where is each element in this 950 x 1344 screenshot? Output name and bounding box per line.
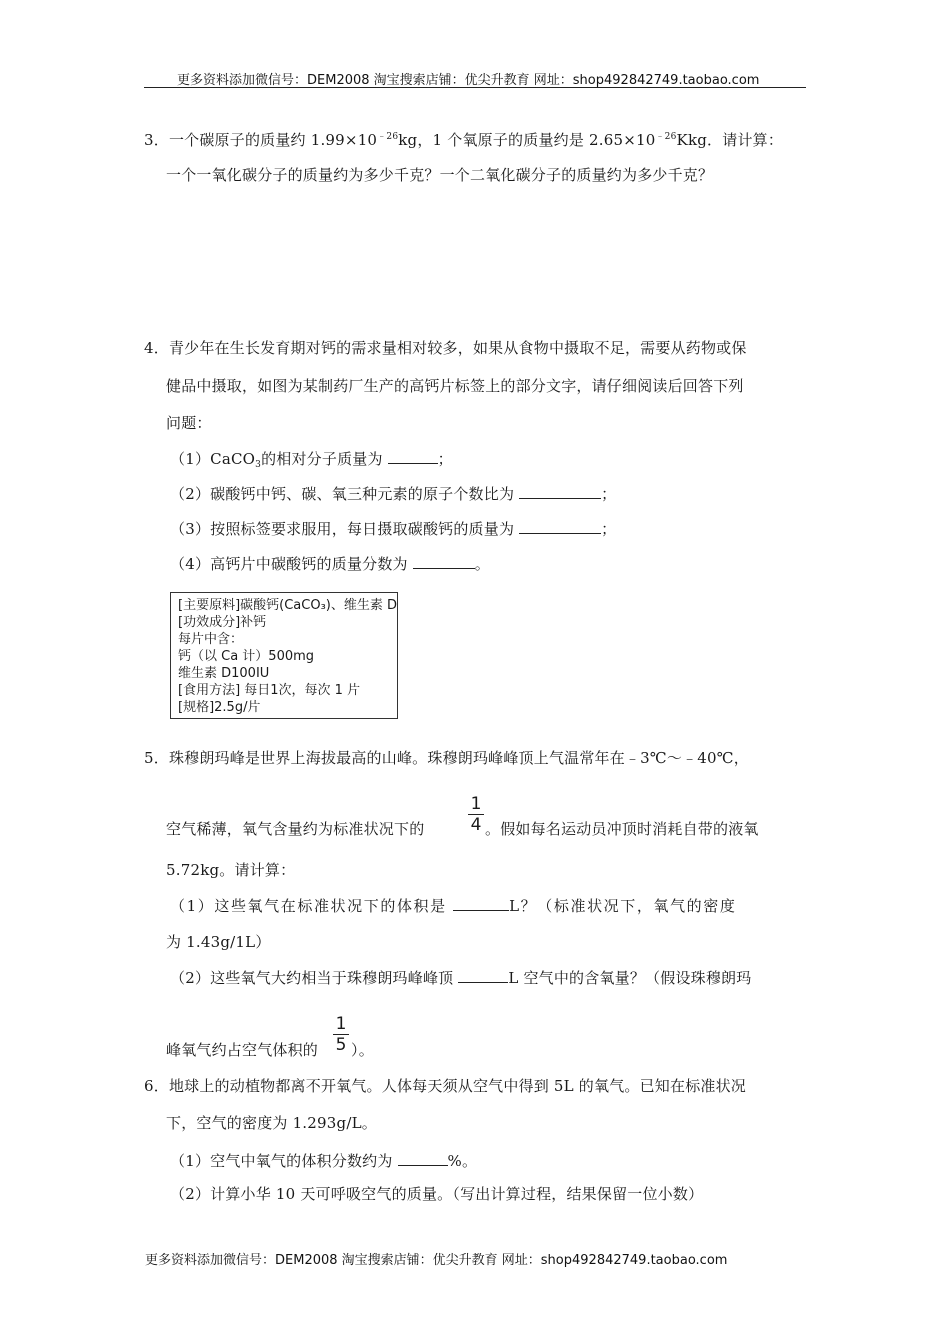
answer-blank[interactable] [458, 968, 508, 983]
question-4-part-3: （3）按照标签要求服用，每日摄取碳酸钙的质量为 ； [170, 520, 617, 538]
question-6-part-1: （1）空气中氧气的体积分数约为 %。 [170, 1152, 478, 1170]
header-divider [144, 87, 806, 88]
question-3-line-2: 一个一氧化碳分子的质量约为多少千克？一个二氧化碳分子的质量约为多少千克？ [166, 166, 714, 184]
label-line: [规格]2.5g/片 [178, 700, 261, 715]
question-4-line-1: 4．青少年在生长发育期对钙的需求量相对较多，如果从食物中摄取不足，需要从药物或保 [144, 339, 747, 357]
question-5-part-2-cont-a: 峰氧气约占空气体积的 [166, 1041, 319, 1059]
label-line: [主要原料]碳酸钙(CaCO₃)、维生素 D [178, 598, 397, 613]
answer-blank[interactable] [519, 484, 601, 499]
question-3-line-1: 3．一个碳原子的质量约 $1.99\times 10^{﹣26}kg$，1 个氧原子的质量约是 $2.65\times 10^{﹣26}Kkg$．请计算： [144, 131, 784, 149]
fraction-one-fifth: 1 5 [333, 1015, 349, 1054]
answer-blank[interactable] [519, 519, 601, 534]
question-4-part-1: （1）CaCO$_3$的相对分子质量为 ； [170, 450, 453, 470]
question-6-line-1: 6．地球上的动植物都离不开氧气。人体每天须从空气中得到 5L 的氧气。已知在标准状况 [144, 1077, 746, 1095]
question-4-line-3: 问题： [166, 414, 212, 432]
question-5-part-1-cont: 为 1.43g/1L） [166, 933, 271, 951]
question-4-part-4: （4）高钙片中碳酸钙的质量分数为 。 [170, 555, 490, 573]
fraction-one-quarter: 1 4 [468, 795, 484, 834]
question-5-part-2: （2）这些氧气大约相当于珠穆朗玛峰峰顶 L 空气中的含氧量？（假设珠穆朗玛 [170, 969, 752, 987]
label-line: [功效成分]补钙 [178, 615, 267, 630]
label-line: [食用方法] 每日1次，每次 1 片 [178, 683, 361, 698]
question-5-line-1: 5．珠穆朗玛峰是世界上海拔最高的山峰。珠穆朗玛峰峰顶上气温常年在﹣3℃～﹣40℃， [144, 749, 749, 767]
exponent: ﹣26 [377, 132, 399, 142]
question-6-part-2: （2）计算小华 10 天可呼吸空气的质量。（写出计算过程，结果保留一位小数） [170, 1185, 704, 1203]
answer-blank[interactable] [398, 1151, 448, 1166]
question-number: 3． [144, 131, 169, 149]
calcium-tablet-label [170, 592, 398, 719]
page-header: 更多资料添加微信号：DEM2008 淘宝搜索店铺：优尖升教育 网址：shop492842749.taobao.com [177, 73, 760, 88]
exponent: ﹣26 [655, 132, 677, 142]
question-5-part-1: （1）这些氧气在标准状况下的体积是 L？（标准状况下，氧气的密度 [170, 897, 737, 915]
page-footer: 更多资料添加微信号：DEM2008 淘宝搜索店铺：优尖升教育 网址：shop492842749.taobao.com [145, 1253, 728, 1268]
question-6-line-2: 下，空气的密度为 1.293g/L。 [166, 1114, 377, 1132]
question-number: 6． [144, 1077, 169, 1095]
label-line: 钙（以 Ca 计）500mg [178, 649, 315, 664]
label-line: 每片中含： [178, 632, 244, 647]
answer-blank[interactable] [413, 554, 475, 569]
question-4-line-2: 健品中摄取，如图为某制药厂生产的高钙片标签上的部分文字，请仔细阅读后回答下列 [166, 377, 744, 395]
answer-blank[interactable] [388, 449, 438, 464]
question-5-line-3: 5.72kg。请计算： [166, 861, 296, 879]
question-5-part-2-cont-b: ）。 [351, 1041, 374, 1059]
label-line: 维生素 D100IU [178, 666, 270, 681]
question-number: 4． [144, 339, 169, 357]
question-4-part-2: （2）碳酸钙中钙、碳、氧三种元素的原子个数比为 ； [170, 485, 617, 503]
subscript: 3 [255, 460, 262, 470]
answer-blank[interactable] [453, 896, 509, 911]
question-number: 5． [144, 749, 169, 767]
question-5-line-2b: 。假如每名运动员冲顶时消耗自带的液氧 [485, 820, 759, 838]
question-5-line-2a: 空气稀薄，氧气含量约为标准状况下的 [166, 820, 425, 838]
